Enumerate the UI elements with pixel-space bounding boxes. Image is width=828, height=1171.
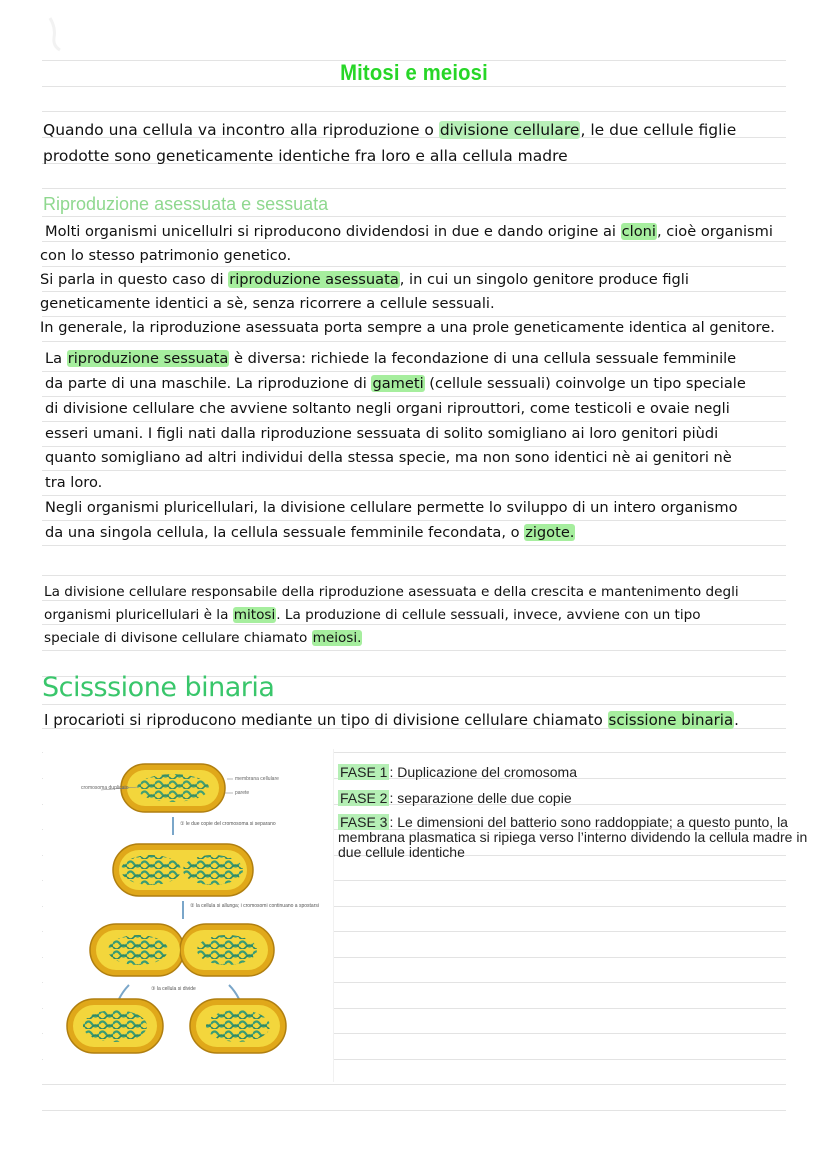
phase-1-label: FASE 1	[340, 764, 388, 780]
phase-2: FASE 2 : separazione delle due copie	[340, 790, 572, 806]
binary-fission-diagram	[43, 749, 333, 1082]
asex-line-2: con lo stesso patrimonio genetico.	[40, 247, 292, 264]
highlight-riproduzione-sessuata: riproduzione sessuata	[67, 350, 229, 367]
sex-line-3: di divisione cellulare che avviene soltanto negli organi riprouttori, come testicoli e ovaie negli	[45, 400, 730, 417]
highlight-scissione-binaria: scissione binaria	[608, 711, 734, 729]
phase-3: FASE 3 : Le dimensioni del batterio sono raddoppiate; a questo punto, la membrana plasmatica si ripiega verso l’interno dividendo la cellula madre in due cellule identiche	[338, 814, 808, 860]
binary-fission-figure	[43, 749, 334, 1082]
step-2-text: ② la cellula si allunga; i cromosomi continuano a spostarsi	[190, 903, 319, 909]
section-subtitle: Riproduzione asessuata e sessuata	[43, 194, 329, 214]
sex-line-7: Negli organismi pluricellulari, la divisione cellulare permette lo sviluppo di un intero organismo	[45, 499, 738, 516]
cell-stage-3	[90, 924, 274, 976]
label-wall: parete	[235, 790, 250, 796]
asex-line-1: Molti organismi unicellulri si riproducono dividendosi in due e dando origine ai cloni, cioè organismi	[45, 223, 773, 240]
phase-3-label: FASE 3	[340, 814, 388, 830]
highlight-meiosi: meiosi.	[312, 630, 362, 646]
watermark-mark	[46, 14, 68, 54]
sex-line-6: tra loro.	[45, 474, 103, 491]
mitosis-line-3: speciale di divisone cellulare chiamato meiosi.	[44, 630, 362, 646]
highlight-divisione-cellulare: divisione cellulare	[439, 121, 580, 139]
highlight-cloni: cloni	[621, 223, 656, 240]
label-membrane: membrana cellulare	[235, 776, 279, 782]
cell-stage-1	[121, 764, 225, 812]
step-3-text: ③ la cellula si divide	[151, 986, 196, 992]
cell-stage-2	[113, 844, 253, 896]
phase-1: FASE 1 : Duplicazione del cromosoma	[340, 764, 577, 780]
arrow-step-3-right	[229, 985, 239, 999]
daughter-cell-left	[67, 999, 163, 1053]
sex-line-1: La riproduzione sessuata è diversa: richiede la fecondazione di una cellula sessuale femminile	[45, 350, 737, 367]
arrow-step-3-left	[119, 985, 129, 999]
binary-line-1: I procarioti si riproducono mediante un tipo di divisione cellulare chiamato scissione binaria.	[44, 711, 739, 729]
page-title: Mitosi e meiosi	[340, 60, 488, 85]
daughter-cell-right	[190, 999, 286, 1053]
highlight-riproduzione-asessuata: riproduzione asessuata	[229, 271, 399, 288]
asex-line-3: Si parla in questo caso di riproduzione asessuata, in cui un singolo genitore produce figli	[40, 271, 689, 288]
highlight-zigote: zigote.	[525, 524, 575, 541]
sex-line-5: quanto somigliano ad altri individui della stessa specie, ma non sono identici nè ai genitori nè	[45, 449, 732, 466]
sex-line-8: da una singola cellula, la cellula sessuale femminile fecondata, o zigote.	[45, 524, 575, 541]
sex-line-2: da parte di una maschile. La riproduzione di gameti (cellule sessuali) coinvolge un tipo speciale	[45, 375, 746, 392]
mitosis-line-2: organismi pluricellulari è la mitosi. La produzione di cellule sessuali, invece, avviene con un tipo	[44, 607, 701, 623]
asex-line-4: geneticamente identici a sè, senza ricorrere a cellule sessuali.	[40, 295, 495, 312]
sex-line-4: esseri umani. I figli nati dalla riproduzione sessuata di solito somigliano ai loro genitori piùdi	[45, 425, 719, 442]
intro-line-1: Quando una cellula va incontro alla riproduzione o divisione cellulare, le due cellule figlie	[43, 121, 737, 139]
asex-line-5: In generale, la riproduzione asessuata porta sempre a una prole geneticamente identica al genitore.	[40, 319, 775, 336]
section-heading-scissione: Scisssione binaria	[42, 672, 275, 703]
label-chromosome: cromosoma duplicato	[81, 785, 129, 791]
intro-line-2: prodotte sono geneticamente identiche fra loro e alla cellula madre	[43, 147, 568, 165]
highlight-gameti: gameti	[372, 375, 424, 392]
mitosis-line-1: La divisione cellulare responsabile della riproduzione asessuata e della crescita e mantenimento degli	[44, 584, 739, 600]
step-1-text: ① le due copie del cromosoma si separano	[180, 821, 276, 827]
phase-2-label: FASE 2	[340, 790, 388, 806]
highlight-mitosi: mitosi	[233, 607, 276, 623]
